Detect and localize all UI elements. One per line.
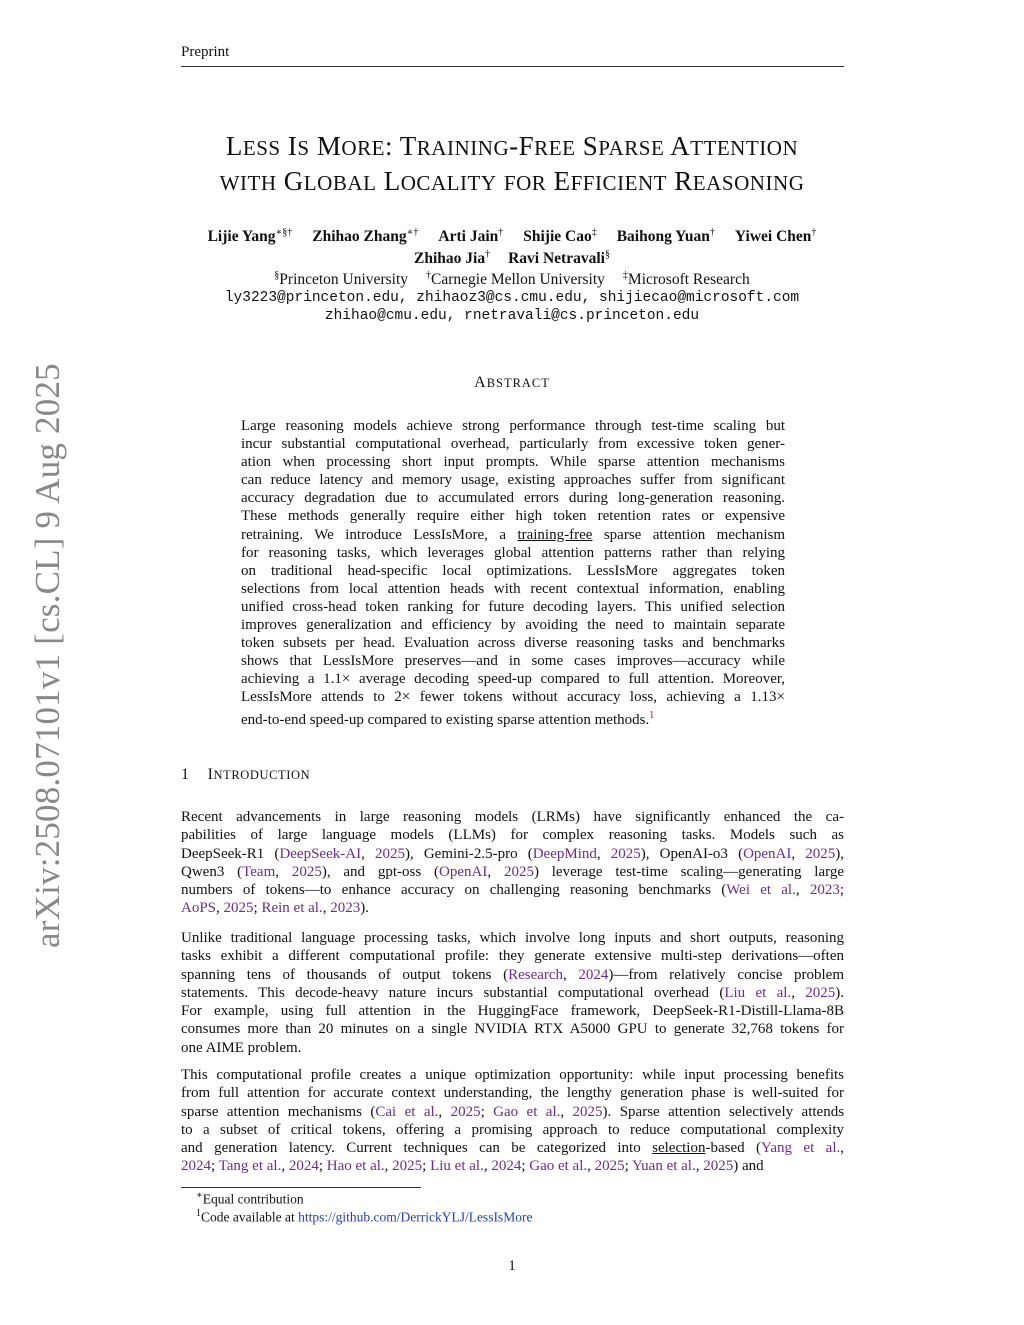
author-affiliation-mark: ∗§† [275,227,293,238]
citation-link[interactable]: 2023 [330,900,361,917]
footnote-mark: 1 [196,1208,201,1219]
author-name: Yiwei Chen† [734,227,817,246]
citation-link[interactable]: DeepSeek-AI [279,845,362,862]
author-affiliation-mark: † [485,249,491,260]
text-line: Unlike traditional language processing tasks, which involve long inputs and short outputs, reasoning [181,930,844,946]
header-rule [181,66,844,67]
section-number: 1 [181,766,190,783]
text-line: numbers of tokens—to enhance accuracy on challenging reasoning benchmarks (Wei et al., 2023; [181,882,844,899]
citation-link[interactable]: Team [242,863,276,880]
footnote-rule [181,1187,421,1188]
author-name: Arti Jain† [438,227,504,246]
text-line: tasks exhibit a different computational profile: they generate extensive multi-step derivations—often [181,948,844,965]
citation-link[interactable]: AoPS [181,900,217,917]
text-line: end-to-end speed-up compared to existing sparse attention methods.$^1$ [241,709,655,728]
author-affiliation-mark: † [811,227,817,238]
text-line: improves generalization and efficiency by avoiding the need to maintain separate [241,617,785,634]
citation-link[interactable]: 2025 [374,845,405,862]
affiliation-mark: ‡ [622,270,628,281]
text-line: incur substantial computational overhead, particularly from excessive token gener- [241,436,785,453]
citation-link[interactable]: Rein et al. [261,900,323,917]
underlined-term: selection [652,1140,706,1157]
citation-link[interactable]: Gao et al. [529,1158,588,1175]
arxiv-sidebar-identifier[interactable]: arXiv:2508.07101v1 [cs.CL] 9 Aug 2025 [28,363,67,948]
citation-link[interactable]: Gao et al. [493,1103,561,1120]
citation-link[interactable]: Yuan et al. [632,1158,696,1175]
text-line: Recent advancements in large reasoning models (LRMs) have significantly enhanced the ca- [181,809,844,825]
abstract-heading: ABSTRACT [474,374,550,391]
text-line: sparse attention mechanisms (Cai et al., 2025; Gao et al., 2025). Sparse attention selectively attends [181,1103,845,1120]
text-line: shows that LessIsMore preserves—and in some cases improves—accuracy while [241,653,785,670]
citation-link[interactable]: 2025 [805,845,836,862]
text-line: 2024; Tang et al., 2024; Hao et al., 2025; Liu et al., 2024; Gao et al., 2025; Yuan et al., 2025) and [181,1158,764,1175]
author-name: Zhihao Jia† [414,249,491,268]
affiliation-mark: § [274,270,280,281]
author-affiliation-mark: † [498,227,504,238]
footnote-mark: ∗ [196,1190,203,1201]
citation-link[interactable]: Cai et al. [375,1103,439,1120]
author-affiliation-mark: ‡ [591,227,597,238]
code-repository-link[interactable]: https://github.com/DerrickYLJ/LessIsMore [298,1209,533,1225]
section-title: INTRODUCTION [207,766,311,783]
author-name: Baihong Yuan† [616,227,715,246]
text-line: and generation latency. Current techniques can be categorized into selection-based (Yang et al., [181,1140,844,1157]
affiliation-mark: † [426,270,431,281]
text-line: statements. This decode-heavy nature incurs substantial computational overhead (Liu et al., 2025). [181,984,844,1001]
author-emails-line-1[interactable]: ly3223@princeton.edu, zhihaoz3@cs.cmu.edu, shijiecao@microsoft.com [224,290,800,306]
text-line: on traditional head-specific local optimizations. LessIsMore aggregates token [241,562,785,579]
author-list-row-2 [160,249,864,268]
citation-link[interactable]: Tang et al. [218,1158,282,1175]
underlined-term: training-free [517,526,593,543]
section-heading-introduction [181,766,310,784]
text-line: This computational profile creates a unique optimization opportunity: while input processing benefits [181,1067,844,1083]
text-line: to a subset of critical tokens, offering a promising approach to reduce computational complexity [181,1121,844,1138]
affiliation: §Princeton University [274,270,408,289]
footnote-reference[interactable]: 1 [649,709,655,721]
author-affiliation-mark: † [709,227,715,238]
text-line: DeepSeek-R1 (DeepSeek-AI, 2025), Gemini-2.5-pro (DeepMind, 2025), OpenAI-o3 (OpenAI, 2025), [181,845,845,862]
author-affiliation-mark: ∗† [406,227,419,238]
citation-link[interactable]: 2024 [491,1158,522,1175]
citation-link[interactable]: Hao et al. [326,1158,385,1175]
citation-link[interactable]: Liu et al. [430,1158,484,1175]
citation-link[interactable]: 2024 [181,1158,211,1175]
author-name: Zhihao Zhang∗† [312,227,419,246]
footnote-equal-contribution [196,1190,304,1208]
author-affiliation-mark: § [604,249,610,260]
citation-link[interactable]: 2025 [805,984,836,1001]
citation-link[interactable]: 2025 [223,900,254,917]
footnote-code-availability [196,1208,532,1226]
text-line: retraining. We introduce LessIsMore, a training-free sparse attention mechanism [241,526,785,543]
intro-paragraph-1 [181,808,844,918]
citation-link[interactable]: 2025 [392,1158,423,1175]
citation-link[interactable]: Wei et al. [726,882,796,899]
citation-link[interactable]: OpenAI [439,863,488,880]
page-number: 1 [508,1258,516,1274]
citation-link[interactable]: 2025 [572,1103,603,1120]
text-line: one AIME problem. [181,1039,302,1056]
text-line: Qwen3 (Team, 2025), and gpt-oss (OpenAI, 2025) leverage test-time scaling—generating large [181,863,844,880]
text-line: token subsets per head. Evaluation across diverse reasoning tasks and benchmarks [241,635,785,652]
affiliation: ‡Microsoft Research [622,270,750,289]
text-line: accuracy degradation due to accumulated errors during long-generation reasoning. [241,490,785,507]
author-name: Lijie Yang∗§† [207,227,293,246]
text-line: ation when processing short input prompts. While sparse attention mechanisms [241,454,785,471]
text-line: pabilities of large language models (LLMs) for complex reasoning tasks. Models such as [181,827,844,844]
citation-link[interactable]: 2024 [578,966,609,983]
running-header: Preprint [181,44,230,60]
citation-link[interactable]: 2023 [809,882,840,899]
intro-paragraph-2 [181,929,844,1057]
text-line: LessIsMore attends to 2× fewer tokens without accuracy loss, achieving a 1.13× [241,689,785,706]
citation-link[interactable]: 2025 [291,863,322,880]
author-list-row-1 [160,227,864,246]
citation-link[interactable]: Liu et al. [724,984,792,1001]
text-line: for reasoning tasks, which leverages global attention patterns rather than relying [241,544,785,561]
footnote-text: Equal contribution [202,1191,304,1207]
text-line: from full attention for accurate context understanding, the lengthy generation phase is well-suited for [181,1085,844,1102]
text-line: AoPS, 2025; Rein et al., 2023). [181,900,369,917]
author-emails-line-2[interactable]: zhihao@cmu.edu, rnetravali@cs.princeton.edu [324,308,700,324]
author-name: Shijie Cao‡ [523,227,597,246]
paper-title-line-1: LESS IS MORE: TRAINING-FREE SPARSE ATTENTION [225,131,799,161]
citation-link[interactable]: 2025 [703,1158,734,1175]
text-line: spanning tens of thousands of output tokens (Research, 2024)—from relatively concise problem [181,966,844,983]
text-line: unified cross-head token ranking for future decoding layers. This unified selection [241,598,785,615]
citation-link[interactable]: 2024 [288,1158,319,1175]
text-line: selections from local attention heads with recent contextual information, enabling [241,580,785,597]
text-line: For example, using full attention in the HuggingFace framework, DeepSeek-R1-Distill-Llama-8B [181,1003,844,1020]
citation-link[interactable]: 2025 [450,1103,481,1120]
citation-link[interactable]: 2025 [594,1158,625,1175]
text-line: consumes more than 20 minutes on a single NVIDIA RTX A5000 GPU to generate 32,768 tokens for [181,1021,844,1038]
citation-link[interactable]: OpenAI [743,845,792,862]
affiliations [160,270,864,289]
text-line: These methods generally require either high token retention rates or expensive [241,508,785,525]
citation-link[interactable]: 2025 [610,845,641,862]
text-line: Large reasoning models achieve strong performance through test-time scaling but [241,418,785,434]
citation-link[interactable]: 2025 [503,863,534,880]
abstract-body [241,417,785,729]
citation-link[interactable]: DeepMind [532,845,597,862]
citation-link[interactable]: Yang et al. [761,1140,841,1157]
affiliation: †Carnegie Mellon University [426,270,605,289]
paper-title-line-2: WITH GLOBAL LOCALITY FOR EFFICIENT REASONING [219,166,805,196]
text-line: achieving a 1.1× average decoding speed-up compared to full attention. Moreover, [241,671,785,688]
footnote-text: Code available at [201,1209,299,1225]
citation-link[interactable]: Research [508,966,564,983]
intro-paragraph-3 [181,1066,844,1176]
author-name: Ravi Netravali§ [508,249,610,268]
text-line: can reduce latency and memory usage, existing approaches suffer from significant [241,472,785,489]
